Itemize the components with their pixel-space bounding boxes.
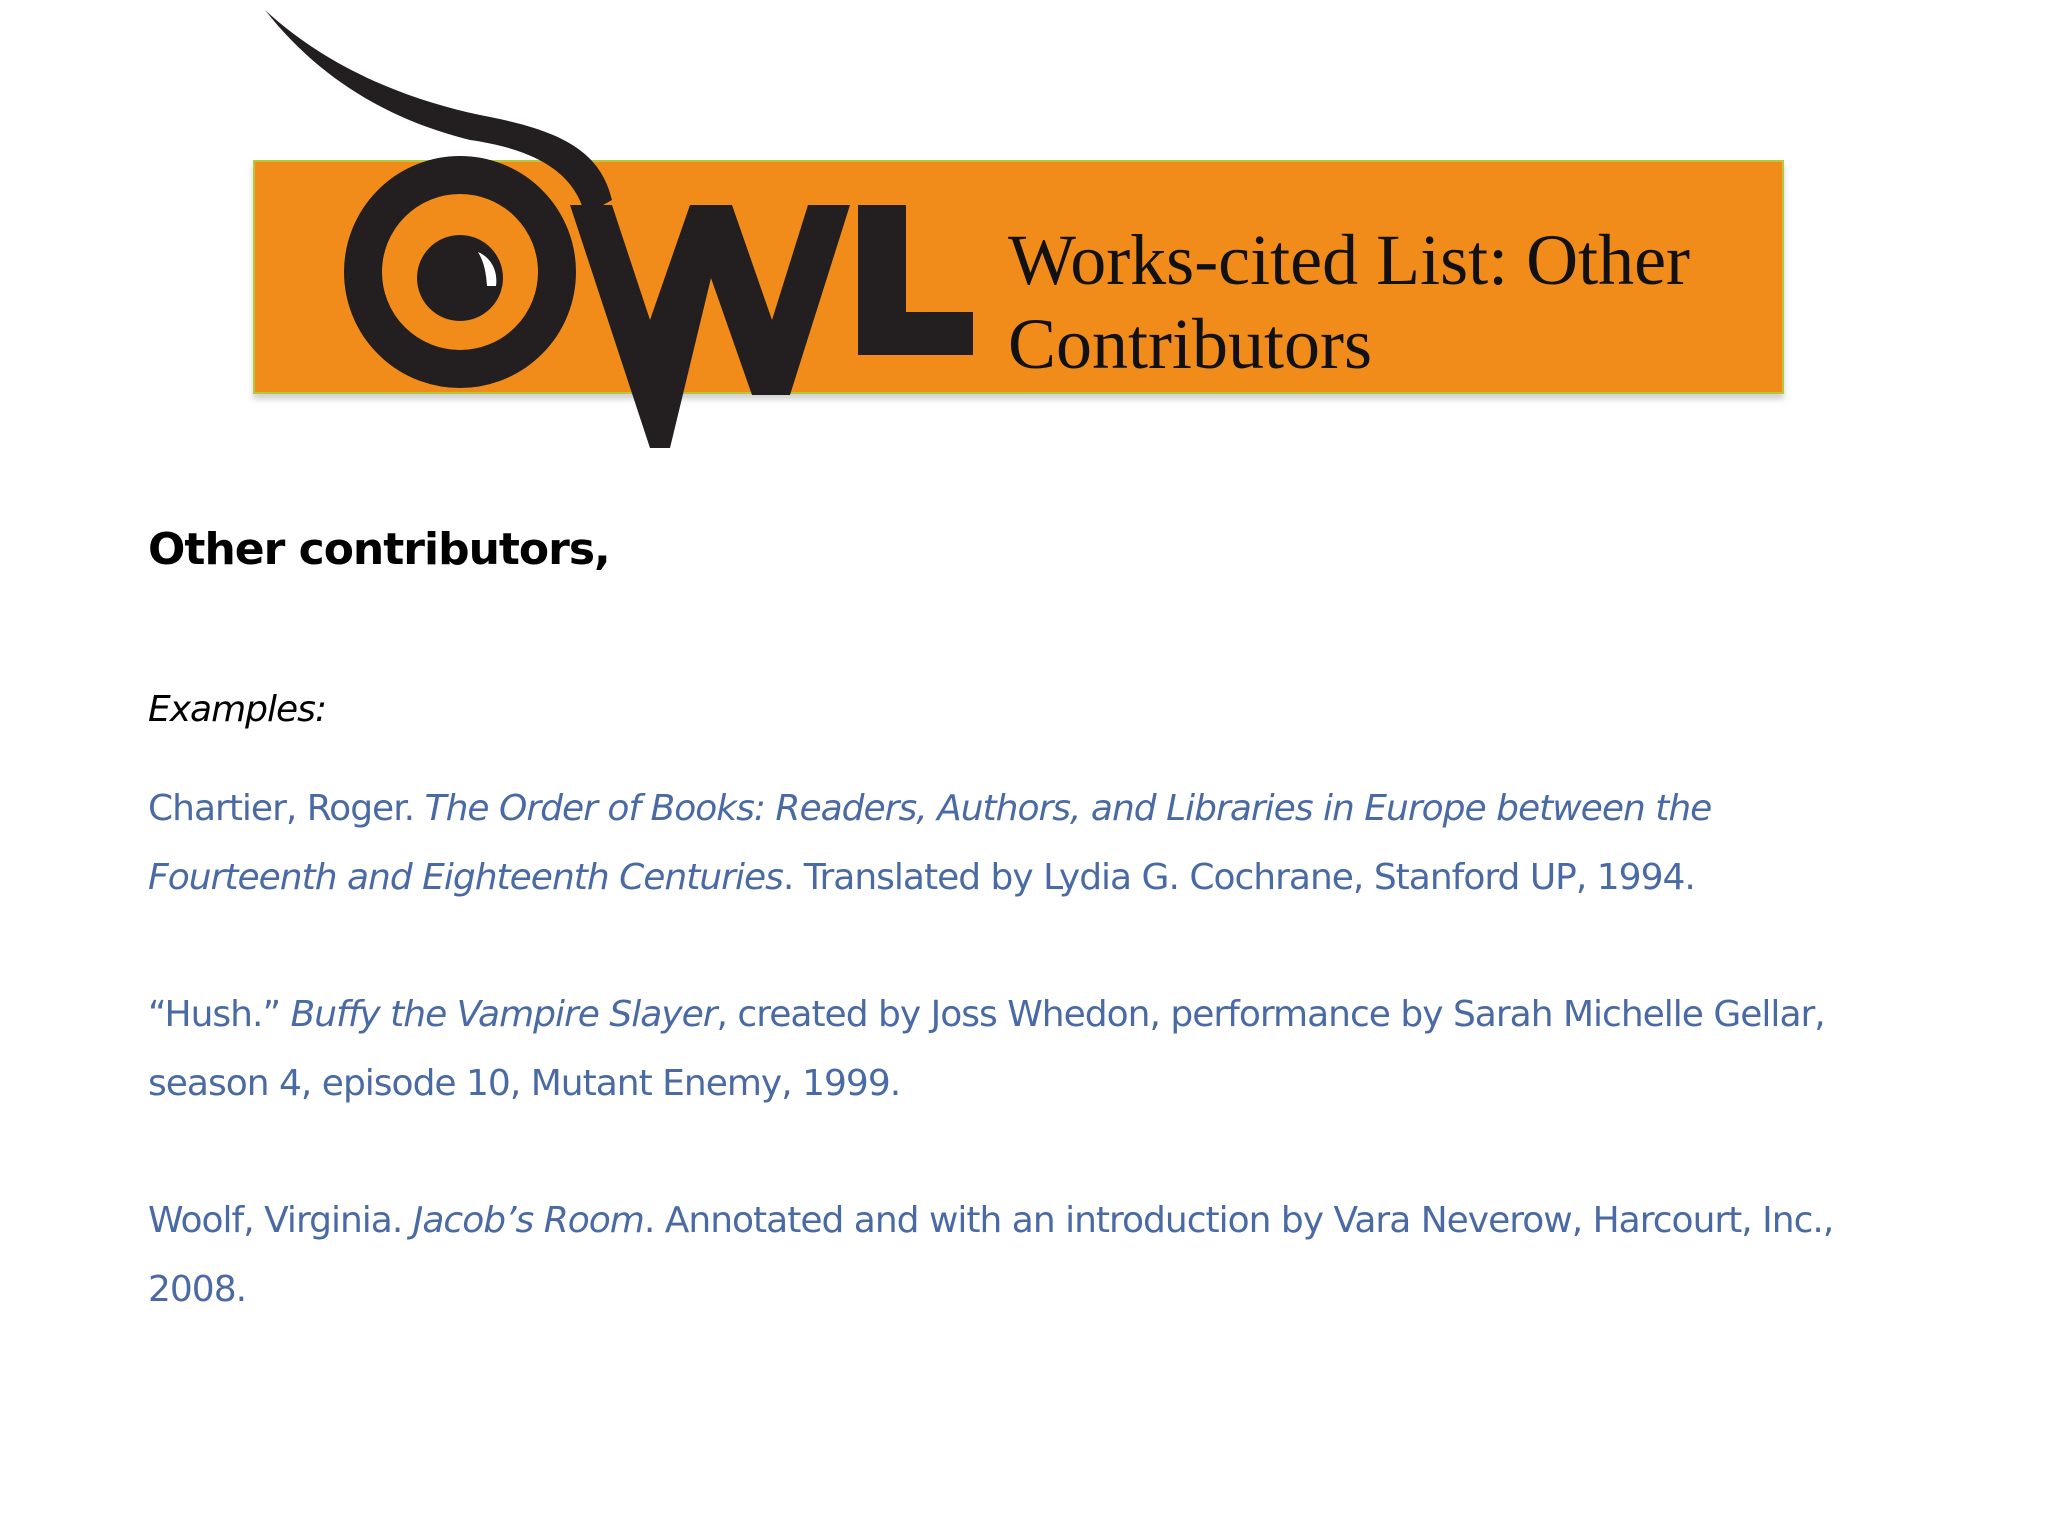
page-title <box>1008 218 1768 386</box>
citation-prefix: “Hush.” <box>148 994 291 1035</box>
page-title-line1: Works-cited List: Other <box>1008 220 1691 300</box>
citation-entry <box>148 980 1908 1118</box>
owl-logo <box>0 0 1000 470</box>
citation-prefix: Woolf, Virginia. <box>148 1200 413 1241</box>
citation-suffix: . Annotated and with an introduction by Vara Neverow, Harcourt, Inc., 2008. <box>148 1200 1834 1310</box>
citation-title: Jacob’s Room <box>412 1200 644 1241</box>
citation-title: The Order of Books: Readers, Authors, and Libraries in Europe between the Fourteenth and Eighteenth Centuries <box>148 788 1712 898</box>
examples-label: Examples: <box>148 689 327 730</box>
citation-list <box>148 774 1908 1392</box>
citation-suffix: . Translated by Lydia G. Cochrane, Stanford UP, 1994. <box>782 857 1695 898</box>
citation-entry <box>148 774 1908 912</box>
citation-prefix: Chartier, Roger. <box>148 788 425 829</box>
citation-title: Buffy the Vampire Slayer <box>290 994 717 1035</box>
citation-suffix: , created by Joss Whedon, performance by Sarah Michelle Gellar, season 4, episode 10, Mutant Enemy, 1999. <box>148 994 1825 1104</box>
page-title-line2: Contributors <box>1008 304 1373 384</box>
citation-entry <box>148 1186 1908 1324</box>
section-subtitle: Other contributors, <box>148 524 610 575</box>
